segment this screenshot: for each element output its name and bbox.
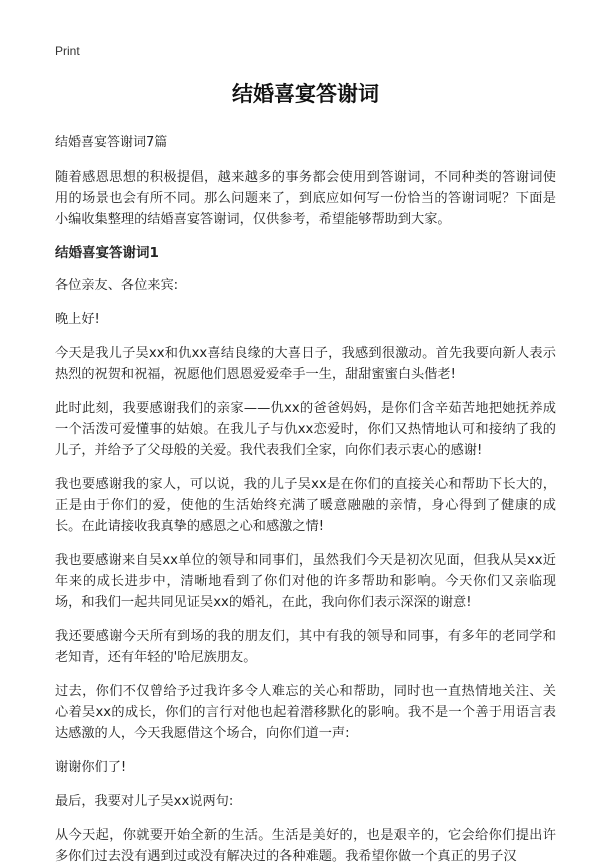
paragraph-thanks: 谢谢你们了! [55,760,127,775]
paragraph: 从今天起，你就要开始全新的生活。生活是美好的，也是艰辛的，它会给你们提出许多你们过去没有遇到过或没有解决过的各种难题。我希望你做一个真正的男子汉 [55,828,556,864]
section-heading: 结婚喜宴答谢词1 [55,245,159,261]
paragraph-greeting: 各位亲友、各位来宾: [55,278,179,293]
document-subtitle: 结婚喜宴答谢词7篇 [55,135,168,150]
intro-paragraph: 随着感恩思想的积极提倡，越来越多的事务都会使用到答谢词，不同种类的答谢词使用的场景也会有所不同。那么问题来了，到底应如何写一份恰当的答谢词呢？下面是小编收集整理的结婚喜宴答谢词，仅供参考，希望能够帮助到大家。 [55,170,556,227]
paragraph: 我也要感谢我的家人，可以说，我的儿子吴xx是在你们的直接关心和帮助下长大的，正是由于你们的爱，使他的生活始终充满了暖意融融的亲情，身心得到了健康的成长。在此请接收我真挚的感恩之心和感激之情! [55,477,556,534]
paragraph: 过去，你们不仅曾给予过我许多令人难忘的关心和帮助，同时也一直热情地关注、关心着吴xx的成长，你们的言行对他也起着潜移默化的影响。我不是一个善于用语言表达感激的人，今天我愿借这个场合，向你们道一声: [55,684,556,741]
paragraph: 今天是我儿子吴xx和仇xx喜结良缘的大喜日子，我感到很激动。首先我要向新人表示热烈的祝贺和祝福，祝愿他们恩恩爱爱牵手一生，甜甜蜜蜜白头偕老! [55,346,556,382]
paragraph-good-evening: 晚上好! [55,312,100,327]
paragraph: 我也要感谢来自吴xx单位的领导和同事们，虽然我们今天是初次见面，但我从吴xx近年来的成长进步中，清晰地看到了你们对他的许多帮助和影响。今天你们又亲临现场，和我们一起共同见证吴xx的婚礼，在此，我向你们表示深深的谢意! [55,553,556,610]
paragraph: 最后，我要对儿子吴xx说两句: [55,794,234,809]
document-title: 结婚喜宴答谢词 [232,82,379,106]
paragraph: 我还要感谢今天所有到场的我的朋友们，其中有我的领导和同事，有多年的老同学和老知青，还有年轻的'哈尼族朋友。 [55,629,556,665]
paragraph: 此时此刻，我要感谢我们的亲家——仇xx的爸爸妈妈，是你们含辛茹苦地把她抚养成一个活泼可爱懂事的姑娘。在我儿子与仇xx恋爱时，你们又热情地认可和接纳了我的儿子，并给予了父母般的关爱。我代表我们全家，向你们表示衷心的感谢! [55,401,556,458]
print-link[interactable]: Print [55,44,80,58]
